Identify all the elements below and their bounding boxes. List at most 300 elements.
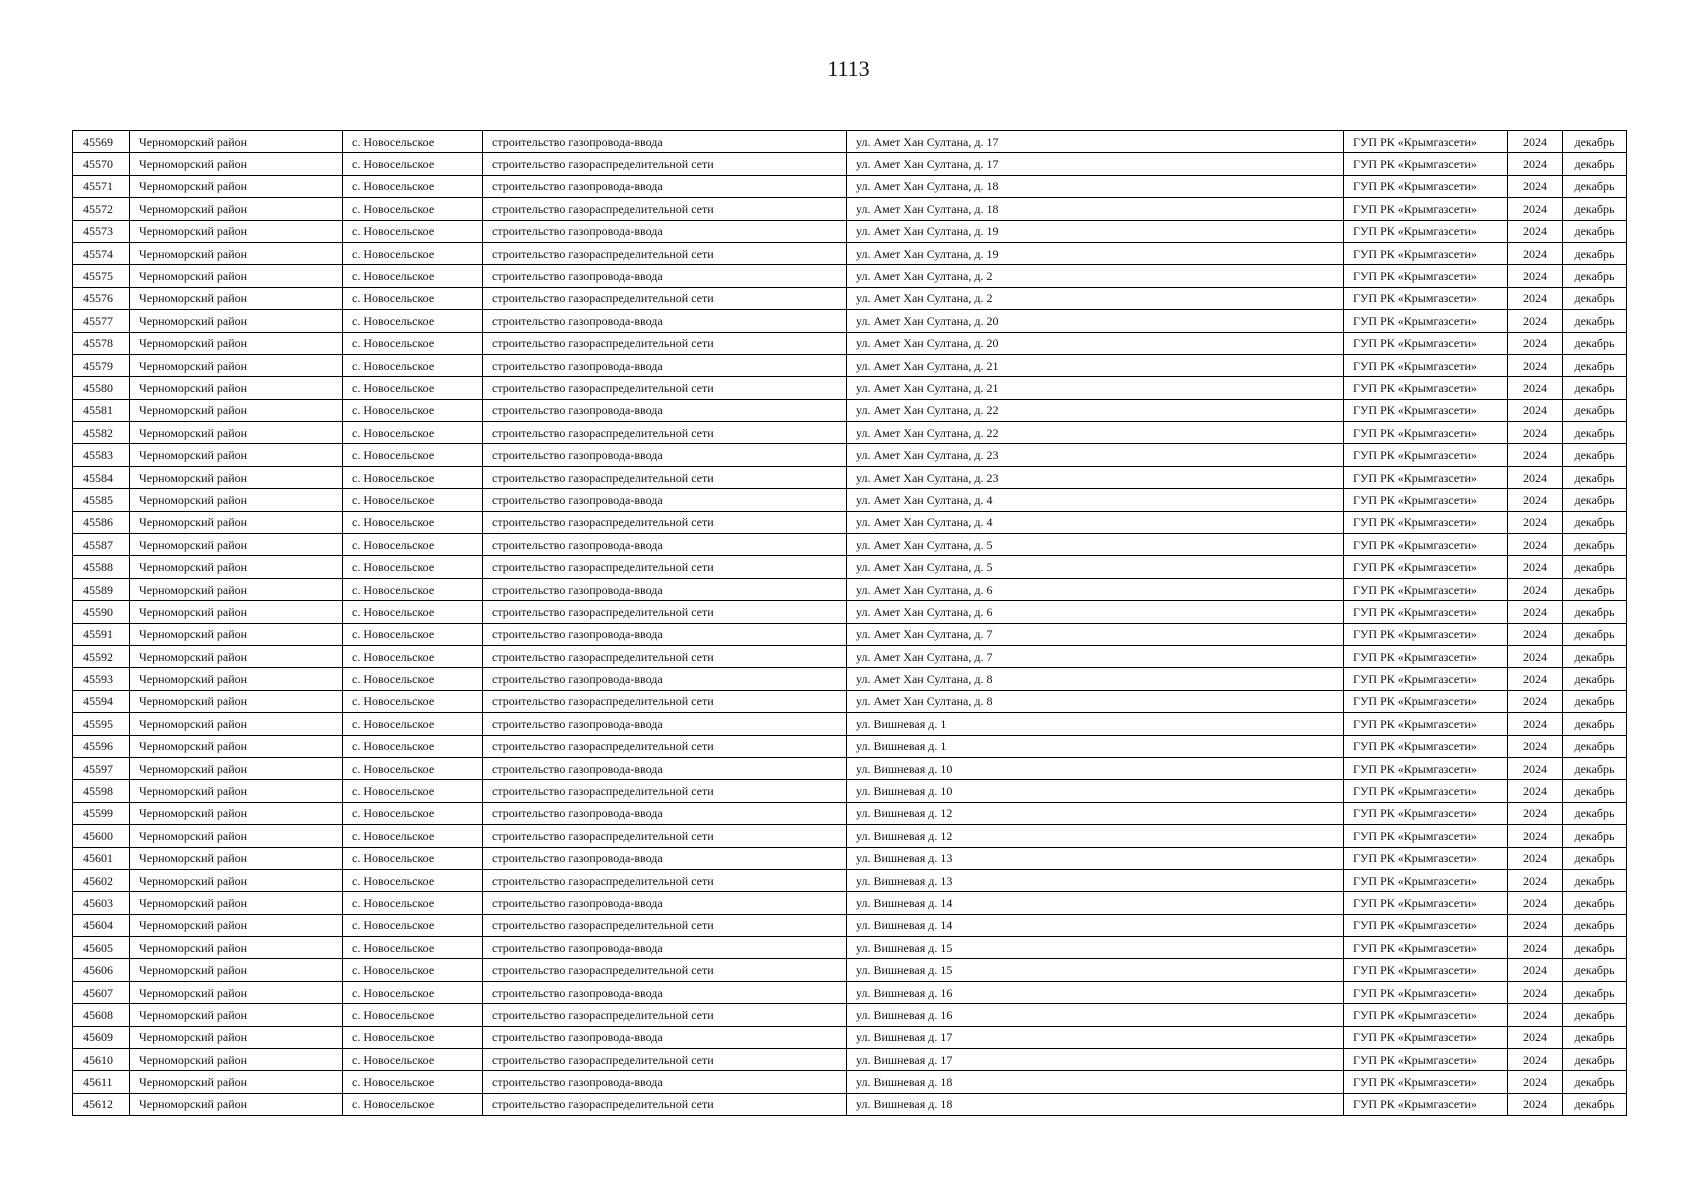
cell-district: Черноморский район [130,623,343,645]
table-row [73,847,1627,869]
cell-row-number: 45578 [73,332,130,354]
cell-settlement: с. Новосельское [343,802,483,824]
cell-row-number: 45572 [73,198,130,220]
cell-district: Черноморский район [130,489,343,511]
cell-month: декабрь [1563,153,1627,175]
table-row [73,713,1627,735]
cell-row-number: 45584 [73,466,130,488]
table-row [73,601,1627,623]
cell-settlement: с. Новосельское [343,1093,483,1115]
cell-district: Черноморский район [130,713,343,735]
cell-year: 2024 [1508,399,1563,421]
cell-row-number: 45571 [73,175,130,197]
table-row [73,511,1627,533]
cell-month: декабрь [1563,354,1627,376]
cell-work-type: строительство газораспределительной сети [483,466,847,488]
cell-settlement: с. Новосельское [343,265,483,287]
cell-settlement: с. Новосельское [343,735,483,757]
cell-address: ул. Амет Хан Султана, д. 18 [847,175,1344,197]
cell-address: ул. Амет Хан Султана, д. 22 [847,399,1344,421]
cell-row-number: 45611 [73,1071,130,1093]
cell-settlement: с. Новосельское [343,310,483,332]
cell-organization: ГУП РК «Крымгазсети» [1344,466,1508,488]
cell-year: 2024 [1508,242,1563,264]
cell-settlement: с. Новосельское [343,668,483,690]
cell-row-number: 45573 [73,220,130,242]
table-row [73,578,1627,600]
cell-district: Черноморский район [130,825,343,847]
cell-work-type: строительство газораспределительной сети [483,780,847,802]
cell-work-type: строительство газопровода-ввода [483,981,847,1003]
cell-district: Черноморский район [130,735,343,757]
cell-row-number: 45591 [73,623,130,645]
cell-row-number: 45585 [73,489,130,511]
cell-district: Черноморский район [130,153,343,175]
cell-organization: ГУП РК «Крымгазсети» [1344,601,1508,623]
cell-month: декабрь [1563,578,1627,600]
cell-district: Черноморский район [130,511,343,533]
registry-table-body [73,131,1627,1116]
cell-row-number: 45587 [73,534,130,556]
cell-work-type: строительство газораспределительной сети [483,735,847,757]
cell-settlement: с. Новосельское [343,1049,483,1071]
cell-month: декабрь [1563,466,1627,488]
cell-address: ул. Вишневая д. 16 [847,1004,1344,1026]
cell-district: Черноморский район [130,981,343,1003]
cell-organization: ГУП РК «Крымгазсети» [1344,1071,1508,1093]
cell-settlement: с. Новосельское [343,981,483,1003]
cell-district: Черноморский район [130,690,343,712]
cell-organization: ГУП РК «Крымгазсети» [1344,735,1508,757]
cell-settlement: с. Новосельское [343,444,483,466]
cell-address: ул. Амет Хан Султана, д. 22 [847,422,1344,444]
cell-year: 2024 [1508,332,1563,354]
cell-year: 2024 [1508,175,1563,197]
cell-month: декабрь [1563,914,1627,936]
cell-organization: ГУП РК «Крымгазсети» [1344,175,1508,197]
cell-district: Черноморский район [130,959,343,981]
cell-organization: ГУП РК «Крымгазсети» [1344,757,1508,779]
cell-organization: ГУП РК «Крымгазсети» [1344,668,1508,690]
cell-row-number: 45579 [73,354,130,376]
cell-district: Черноморский район [130,310,343,332]
cell-year: 2024 [1508,713,1563,735]
cell-district: Черноморский район [130,578,343,600]
cell-address: ул. Амет Хан Султана, д. 4 [847,511,1344,533]
cell-month: декабрь [1563,198,1627,220]
table-row [73,377,1627,399]
cell-row-number: 45607 [73,981,130,1003]
cell-year: 2024 [1508,825,1563,847]
cell-organization: ГУП РК «Крымгазсети» [1344,1093,1508,1115]
cell-year: 2024 [1508,153,1563,175]
cell-row-number: 45604 [73,914,130,936]
cell-address: ул. Амет Хан Султана, д. 5 [847,534,1344,556]
cell-row-number: 45589 [73,578,130,600]
cell-row-number: 45603 [73,892,130,914]
table-row [73,198,1627,220]
cell-district: Черноморский район [130,332,343,354]
cell-address: ул. Вишневая д. 14 [847,892,1344,914]
cell-address: ул. Вишневая д. 1 [847,735,1344,757]
cell-work-type: строительство газораспределительной сети [483,869,847,891]
cell-district: Черноморский район [130,220,343,242]
cell-month: декабрь [1563,981,1627,1003]
table-row [73,937,1627,959]
cell-work-type: строительство газопровода-ввода [483,220,847,242]
cell-work-type: строительство газораспределительной сети [483,377,847,399]
cell-district: Черноморский район [130,198,343,220]
cell-month: декабрь [1563,265,1627,287]
cell-row-number: 45608 [73,1004,130,1026]
cell-work-type: строительство газопровода-ввода [483,489,847,511]
cell-address: ул. Амет Хан Султана, д. 20 [847,332,1344,354]
cell-month: декабрь [1563,399,1627,421]
cell-work-type: строительство газопровода-ввода [483,757,847,779]
cell-year: 2024 [1508,489,1563,511]
cell-year: 2024 [1508,757,1563,779]
table-row [73,959,1627,981]
cell-district: Черноморский район [130,534,343,556]
cell-work-type: строительство газораспределительной сети [483,511,847,533]
cell-work-type: строительство газораспределительной сети [483,422,847,444]
cell-row-number: 45574 [73,242,130,264]
cell-work-type: строительство газопровода-ввода [483,847,847,869]
cell-month: декабрь [1563,511,1627,533]
cell-district: Черноморский район [130,131,343,153]
cell-month: декабрь [1563,757,1627,779]
cell-address: ул. Амет Хан Султана, д. 19 [847,242,1344,264]
table-row [73,757,1627,779]
table-row [73,332,1627,354]
cell-district: Черноморский район [130,287,343,309]
cell-settlement: с. Новосельское [343,914,483,936]
cell-year: 2024 [1508,892,1563,914]
cell-address: ул. Амет Хан Султана, д. 21 [847,354,1344,376]
cell-row-number: 45593 [73,668,130,690]
cell-month: декабрь [1563,623,1627,645]
cell-row-number: 45597 [73,757,130,779]
cell-row-number: 45602 [73,869,130,891]
cell-work-type: строительство газопровода-ввода [483,175,847,197]
cell-organization: ГУП РК «Крымгазсети» [1344,131,1508,153]
cell-address: ул. Вишневая д. 10 [847,757,1344,779]
cell-settlement: с. Новосельское [343,332,483,354]
registry-table [72,130,1627,1116]
cell-year: 2024 [1508,1004,1563,1026]
cell-row-number: 45580 [73,377,130,399]
cell-year: 2024 [1508,1049,1563,1071]
cell-work-type: строительство газораспределительной сети [483,645,847,667]
table-row [73,668,1627,690]
cell-row-number: 45595 [73,713,130,735]
cell-settlement: с. Новосельское [343,869,483,891]
cell-address: ул. Вишневая д. 12 [847,825,1344,847]
table-row [73,220,1627,242]
cell-work-type: строительство газопровода-ввода [483,534,847,556]
table-row [73,623,1627,645]
cell-district: Черноморский район [130,847,343,869]
cell-organization: ГУП РК «Крымгазсети» [1344,153,1508,175]
cell-district: Черноморский район [130,937,343,959]
cell-month: декабрь [1563,287,1627,309]
cell-work-type: строительство газопровода-ввода [483,131,847,153]
cell-settlement: с. Новосельское [343,1004,483,1026]
cell-year: 2024 [1508,534,1563,556]
cell-month: декабрь [1563,735,1627,757]
cell-work-type: строительство газораспределительной сети [483,1049,847,1071]
cell-address: ул. Амет Хан Султана, д. 19 [847,220,1344,242]
cell-address: ул. Вишневая д. 12 [847,802,1344,824]
cell-row-number: 45588 [73,556,130,578]
cell-address: ул. Амет Хан Султана, д. 17 [847,153,1344,175]
cell-year: 2024 [1508,444,1563,466]
cell-settlement: с. Новосельское [343,892,483,914]
cell-district: Черноморский район [130,914,343,936]
cell-address: ул. Вишневая д. 15 [847,937,1344,959]
cell-settlement: с. Новосельское [343,131,483,153]
table-row [73,175,1627,197]
cell-settlement: с. Новосельское [343,623,483,645]
cell-settlement: с. Новосельское [343,690,483,712]
cell-district: Черноморский район [130,1026,343,1048]
cell-year: 2024 [1508,847,1563,869]
cell-year: 2024 [1508,937,1563,959]
cell-district: Черноморский район [130,645,343,667]
cell-settlement: с. Новосельское [343,489,483,511]
cell-work-type: строительство газораспределительной сети [483,332,847,354]
table-row [73,422,1627,444]
cell-address: ул. Вишневая д. 18 [847,1071,1344,1093]
cell-month: декабрь [1563,175,1627,197]
cell-organization: ГУП РК «Крымгазсети» [1344,422,1508,444]
cell-work-type: строительство газопровода-ввода [483,444,847,466]
cell-organization: ГУП РК «Крымгазсети» [1344,377,1508,399]
cell-organization: ГУП РК «Крымгазсети» [1344,489,1508,511]
cell-row-number: 45582 [73,422,130,444]
cell-work-type: строительство газораспределительной сети [483,914,847,936]
cell-month: декабрь [1563,377,1627,399]
cell-settlement: с. Новосельское [343,354,483,376]
cell-year: 2024 [1508,802,1563,824]
cell-settlement: с. Новосельское [343,422,483,444]
cell-organization: ГУП РК «Крымгазсети» [1344,869,1508,891]
cell-month: декабрь [1563,869,1627,891]
cell-settlement: с. Новосельское [343,757,483,779]
table-row [73,892,1627,914]
table-row [73,444,1627,466]
cell-year: 2024 [1508,1093,1563,1115]
cell-year: 2024 [1508,623,1563,645]
cell-district: Черноморский район [130,422,343,444]
cell-year: 2024 [1508,556,1563,578]
cell-address: ул. Амет Хан Султана, д. 4 [847,489,1344,511]
cell-row-number: 45600 [73,825,130,847]
cell-organization: ГУП РК «Крымгазсети» [1344,825,1508,847]
cell-address: ул. Амет Хан Султана, д. 2 [847,287,1344,309]
cell-year: 2024 [1508,131,1563,153]
cell-month: декабрь [1563,690,1627,712]
cell-year: 2024 [1508,668,1563,690]
cell-address: ул. Амет Хан Султана, д. 6 [847,601,1344,623]
cell-organization: ГУП РК «Крымгазсети» [1344,690,1508,712]
cell-year: 2024 [1508,959,1563,981]
cell-month: декабрь [1563,131,1627,153]
cell-month: декабрь [1563,1026,1627,1048]
cell-year: 2024 [1508,511,1563,533]
cell-year: 2024 [1508,354,1563,376]
cell-organization: ГУП РК «Крымгазсети» [1344,399,1508,421]
cell-settlement: с. Новосельское [343,220,483,242]
cell-organization: ГУП РК «Крымгазсети» [1344,847,1508,869]
cell-organization: ГУП РК «Крымгазсети» [1344,511,1508,533]
table-row [73,1071,1627,1093]
cell-address: ул. Амет Хан Султана, д. 17 [847,131,1344,153]
cell-district: Черноморский район [130,444,343,466]
table-row [73,534,1627,556]
cell-work-type: строительство газораспределительной сети [483,601,847,623]
table-row [73,242,1627,264]
cell-year: 2024 [1508,735,1563,757]
table-row [73,466,1627,488]
cell-address: ул. Вишневая д. 13 [847,869,1344,891]
cell-year: 2024 [1508,981,1563,1003]
table-row [73,690,1627,712]
cell-address: ул. Амет Хан Султана, д. 8 [847,690,1344,712]
page-number: 1113 [827,56,870,81]
cell-settlement: с. Новосельское [343,556,483,578]
cell-row-number: 45606 [73,959,130,981]
cell-row-number: 45581 [73,399,130,421]
cell-year: 2024 [1508,377,1563,399]
cell-work-type: строительство газопровода-ввода [483,892,847,914]
cell-year: 2024 [1508,310,1563,332]
cell-month: декабрь [1563,242,1627,264]
cell-district: Черноморский район [130,1049,343,1071]
cell-month: декабрь [1563,310,1627,332]
cell-organization: ГУП РК «Крымгазсети» [1344,534,1508,556]
cell-district: Черноморский район [130,377,343,399]
cell-district: Черноморский район [130,399,343,421]
cell-month: декабрь [1563,1004,1627,1026]
cell-row-number: 45575 [73,265,130,287]
cell-year: 2024 [1508,422,1563,444]
cell-work-type: строительство газопровода-ввода [483,1071,847,1093]
cell-settlement: с. Новосельское [343,153,483,175]
cell-work-type: строительство газораспределительной сети [483,242,847,264]
cell-address: ул. Амет Хан Султана, д. 18 [847,198,1344,220]
cell-year: 2024 [1508,198,1563,220]
cell-row-number: 45583 [73,444,130,466]
table-row [73,780,1627,802]
table-row [73,399,1627,421]
cell-organization: ГУП РК «Крымгазсети» [1344,645,1508,667]
cell-settlement: с. Новосельское [343,825,483,847]
cell-address: ул. Вишневая д. 18 [847,1093,1344,1115]
cell-district: Черноморский район [130,175,343,197]
cell-address: ул. Вишневая д. 15 [847,959,1344,981]
cell-year: 2024 [1508,869,1563,891]
cell-month: декабрь [1563,1093,1627,1115]
table-row [73,1026,1627,1048]
table-row [73,1049,1627,1071]
cell-organization: ГУП РК «Крымгазсети» [1344,332,1508,354]
cell-row-number: 45577 [73,310,130,332]
cell-organization: ГУП РК «Крымгазсети» [1344,892,1508,914]
cell-district: Черноморский район [130,556,343,578]
cell-settlement: с. Новосельское [343,511,483,533]
cell-address: ул. Амет Хан Султана, д. 21 [847,377,1344,399]
cell-month: декабрь [1563,534,1627,556]
cell-month: декабрь [1563,645,1627,667]
cell-work-type: строительство газораспределительной сети [483,1004,847,1026]
cell-organization: ГУП РК «Крымгазсети» [1344,287,1508,309]
cell-address: ул. Амет Хан Султана, д. 23 [847,466,1344,488]
table-row [73,489,1627,511]
cell-work-type: строительство газопровода-ввода [483,668,847,690]
cell-month: декабрь [1563,780,1627,802]
cell-row-number: 45609 [73,1026,130,1048]
table-row [73,825,1627,847]
cell-month: декабрь [1563,556,1627,578]
cell-settlement: с. Новосельское [343,198,483,220]
cell-work-type: строительство газопровода-ввода [483,623,847,645]
table-row [73,131,1627,153]
table-row [73,1093,1627,1115]
cell-district: Черноморский район [130,780,343,802]
cell-settlement: с. Новосельское [343,601,483,623]
cell-settlement: с. Новосельское [343,847,483,869]
cell-month: декабрь [1563,422,1627,444]
cell-settlement: с. Новосельское [343,959,483,981]
cell-settlement: с. Новосельское [343,645,483,667]
table-row [73,869,1627,891]
cell-work-type: строительство газораспределительной сети [483,287,847,309]
cell-district: Черноморский район [130,757,343,779]
cell-organization: ГУП РК «Крымгазсети» [1344,242,1508,264]
cell-address: ул. Вишневая д. 17 [847,1049,1344,1071]
cell-row-number: 45592 [73,645,130,667]
cell-month: декабрь [1563,713,1627,735]
cell-row-number: 45598 [73,780,130,802]
cell-settlement: с. Новосельское [343,287,483,309]
cell-work-type: строительство газораспределительной сети [483,556,847,578]
cell-address: ул. Вишневая д. 14 [847,914,1344,936]
table-row [73,287,1627,309]
table-row [73,354,1627,376]
cell-month: декабрь [1563,220,1627,242]
cell-month: декабрь [1563,1049,1627,1071]
cell-district: Черноморский район [130,601,343,623]
cell-work-type: строительство газораспределительной сети [483,153,847,175]
cell-organization: ГУП РК «Крымгазсети» [1344,198,1508,220]
cell-month: декабрь [1563,332,1627,354]
cell-row-number: 45576 [73,287,130,309]
cell-year: 2024 [1508,578,1563,600]
table-row [73,265,1627,287]
cell-year: 2024 [1508,287,1563,309]
cell-month: декабрь [1563,892,1627,914]
cell-year: 2024 [1508,690,1563,712]
cell-settlement: с. Новосельское [343,399,483,421]
cell-month: декабрь [1563,802,1627,824]
cell-organization: ГУП РК «Крымгазсети» [1344,220,1508,242]
cell-address: ул. Амет Хан Султана, д. 7 [847,645,1344,667]
cell-row-number: 45612 [73,1093,130,1115]
cell-organization: ГУП РК «Крымгазсети» [1344,802,1508,824]
table-row [73,1004,1627,1026]
table-row [73,556,1627,578]
